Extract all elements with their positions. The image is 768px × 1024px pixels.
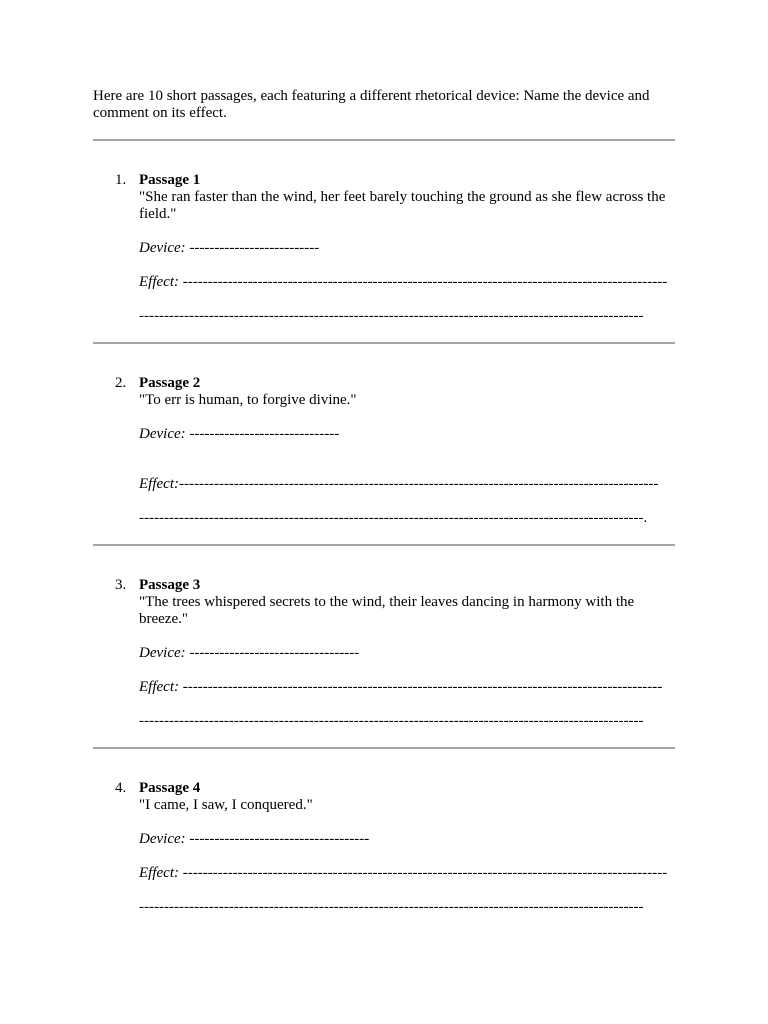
- device-label: Device:: [139, 240, 186, 256]
- divider: [93, 544, 675, 546]
- effect-continuation-line: -----------------------------------------------------------------------------------------------------.: [139, 510, 648, 526]
- device-answer-line: [139, 831, 675, 848]
- passage-number: 4.: [115, 780, 127, 796]
- passage-number: 1.: [115, 172, 127, 188]
- passage-title: Passage 2: [139, 375, 201, 391]
- passage-quote: "She ran faster than the wind, her feet barely touching the ground as she flew across the field.": [139, 189, 666, 222]
- effect-answer-line: [139, 865, 675, 882]
- passage-title: Passage 4: [139, 780, 201, 796]
- passage-quote: "To err is human, to forgive divine.": [139, 392, 357, 408]
- passage-item: [93, 780, 675, 933]
- passage-title: Passage 1: [139, 172, 201, 188]
- effect-answer-line: [139, 476, 675, 493]
- passage-item: [93, 577, 675, 747]
- device-answer-line: [139, 240, 675, 257]
- device-label: Device:: [139, 645, 186, 661]
- effect-label: Effect:: [139, 679, 179, 695]
- device-label: Device:: [139, 831, 186, 847]
- passage-quote: "The trees whispered secrets to the wind, their leaves dancing in harmony with the breeze.": [139, 594, 635, 627]
- divider: [93, 342, 675, 344]
- effect-answer-line: [139, 679, 675, 696]
- effect-blank: -------------------------------------------------------------------------------------------------: [178, 865, 668, 881]
- passage-item: [93, 172, 675, 342]
- passage-number: 2.: [115, 375, 127, 391]
- effect-label: Effect:: [139, 476, 179, 492]
- effect-blank: ------------------------------------------------------------------------------------------------: [178, 679, 663, 695]
- instructions-text: Here are 10 short passages, each featuring a different rhetorical device: Name the device and comment on its effect.: [93, 88, 650, 121]
- device-blank: --------------------------: [185, 240, 320, 256]
- device-blank: ------------------------------------: [185, 831, 370, 847]
- effect-blank: -------------------------------------------------------------------------------------------------: [178, 274, 668, 290]
- effect-label: Effect:: [139, 865, 179, 881]
- effect-label: Effect:: [139, 274, 179, 290]
- passage-quote: "I came, I saw, I conquered.": [139, 797, 313, 813]
- passage-number: 3.: [115, 577, 127, 593]
- passage-title: Passage 3: [139, 577, 201, 593]
- effect-continuation-line: -----------------------------------------------------------------------------------------------------: [139, 713, 644, 729]
- worksheet-page: [93, 88, 675, 933]
- passage-item: [93, 375, 675, 544]
- device-blank: ------------------------------: [185, 426, 340, 442]
- effect-continuation-line: -----------------------------------------------------------------------------------------------------: [139, 899, 644, 915]
- divider: [93, 747, 675, 749]
- divider: [93, 139, 675, 141]
- device-blank: ----------------------------------: [185, 645, 360, 661]
- device-answer-line: [139, 426, 675, 443]
- effect-blank: ------------------------------------------------------------------------------------------------: [178, 476, 659, 492]
- effect-answer-line: [139, 274, 675, 291]
- device-answer-line: [139, 645, 675, 662]
- device-label: Device:: [139, 426, 186, 442]
- effect-continuation-line: -----------------------------------------------------------------------------------------------------: [139, 308, 644, 324]
